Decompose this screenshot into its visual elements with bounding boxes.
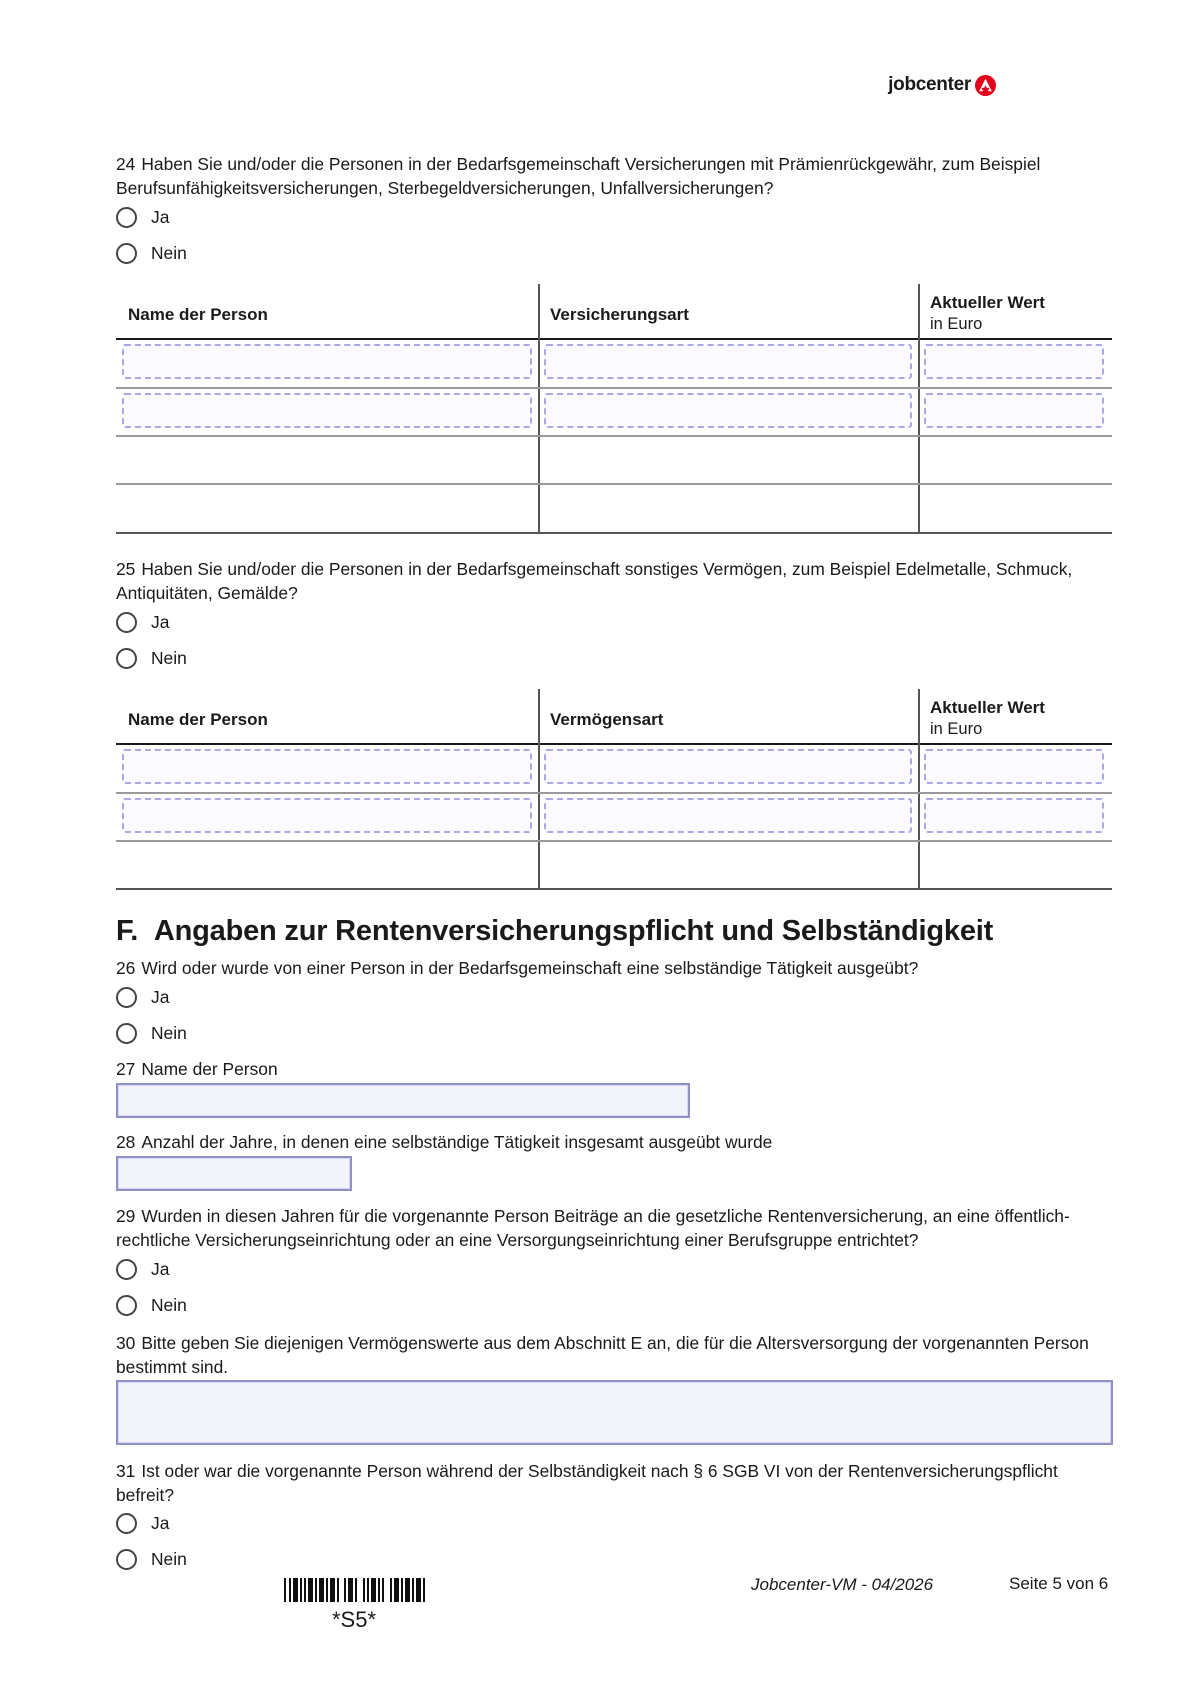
question-number: 26 [116, 958, 136, 978]
option-label: Ja [151, 986, 170, 1007]
row-divider [116, 792, 1112, 794]
table-header [116, 284, 1112, 340]
section-f-title [116, 915, 993, 948]
q26-option-no[interactable] [116, 1020, 187, 1046]
radio-button[interactable] [116, 648, 137, 669]
question-text: Haben Sie und/oder die Personen in der Bedarfsgemeinschaft sonstiges Vermögen, zum Beispiel Edelmetalle, Schmuck, Antiquitäten, Gemälde? [116, 559, 1073, 603]
table-header [116, 689, 1112, 745]
q25-option-yes[interactable] [116, 609, 169, 635]
question-31 [116, 1459, 1106, 1507]
q26-option-yes[interactable] [116, 984, 169, 1010]
option-label: Ja [151, 1512, 170, 1533]
column-divider [918, 284, 920, 533]
option-label: Nein [151, 647, 187, 668]
question-number: 30 [116, 1333, 136, 1353]
radio-button[interactable] [116, 987, 137, 1008]
question-number: 31 [116, 1461, 136, 1481]
row-divider [116, 532, 1112, 534]
q25-row1-name-field[interactable] [122, 749, 532, 784]
q25-row1-type-field[interactable] [544, 749, 912, 784]
option-label: Ja [151, 611, 170, 632]
question-25 [116, 557, 1106, 605]
question-26 [116, 956, 1106, 980]
option-label: Ja [151, 206, 170, 227]
question-text: Haben Sie und/oder die Personen in der Bedarfsgemeinschaft Versicherungen mit Prämienrückgewähr, zum Beispiel Berufsunfähigkeitsversicherungen, Sterbegeldversicherungen, Unfallversicherungen? [116, 154, 1041, 198]
q25-option-no[interactable] [116, 645, 187, 671]
column-header-name: Name der Person [128, 710, 268, 729]
q31-option-yes[interactable] [116, 1510, 169, 1536]
jobcenter-a-logo-icon [975, 75, 996, 96]
radio-button[interactable] [116, 1513, 137, 1534]
question-29 [116, 1204, 1106, 1252]
question-text: Name der Person [141, 1059, 278, 1079]
jobcenter-logo [888, 74, 996, 96]
q25-row1-value-field[interactable] [924, 749, 1104, 784]
column-header-value: Aktueller Wert in Euro [930, 698, 1045, 738]
logo-text: jobcenter [888, 74, 971, 95]
question-text: Bitte geben Sie diejenigen Vermögenswerte aus dem Abschnitt E an, die für die Altersversorgung der vorgenannten Person bestimmt sind. [116, 1333, 1089, 1377]
q31-option-no[interactable] [116, 1546, 187, 1572]
q24-option-no[interactable] [116, 240, 187, 266]
q25-row2-name-field[interactable] [122, 798, 532, 833]
radio-button[interactable] [116, 243, 137, 264]
question-27 [116, 1057, 1106, 1081]
option-label: Nein [151, 1294, 187, 1315]
row-divider [116, 483, 1112, 485]
radio-button[interactable] [116, 1023, 137, 1044]
column-header-value: Aktueller Wert in Euro [930, 293, 1045, 333]
question-number: 28 [116, 1132, 136, 1152]
question-text: Wird oder wurde von einer Person in der Bedarfsgemeinschaft eine selbständige Tätigkeit ausgeübt? [141, 958, 919, 978]
radio-button[interactable] [116, 207, 137, 228]
column-header-type: Versicherungsart [550, 305, 689, 324]
column-divider [918, 689, 920, 889]
q24-row2-type-field[interactable] [544, 393, 912, 428]
radio-button[interactable] [116, 1549, 137, 1570]
row-divider [116, 435, 1112, 437]
page-number: Seite 5 von 6 [1009, 1574, 1109, 1593]
question-24 [116, 152, 1106, 200]
row-divider [116, 888, 1112, 890]
q24-row1-type-field[interactable] [544, 344, 912, 379]
question-30 [116, 1331, 1106, 1379]
option-label: Nein [151, 1548, 187, 1569]
q30-assets-textarea[interactable] [116, 1380, 1113, 1445]
q25-row2-value-field[interactable] [924, 798, 1104, 833]
radio-button[interactable] [116, 1259, 137, 1280]
question-number: 27 [116, 1059, 136, 1079]
question-number: 29 [116, 1206, 136, 1226]
barcode-label: *S5* [332, 1607, 377, 1632]
form-identifier: Jobcenter-VM - 04/2026 [751, 1575, 934, 1594]
question-number: 25 [116, 559, 136, 579]
barcode-icon [284, 1578, 426, 1602]
q29-option-yes[interactable] [116, 1256, 169, 1282]
question-text: Ist oder war die vorgenannte Person während der Selbständigkeit nach § 6 SGB VI von der Rentenversicherungspflicht befreit? [116, 1461, 1058, 1505]
q29-option-no[interactable] [116, 1292, 187, 1318]
option-label: Nein [151, 242, 187, 263]
row-divider [116, 387, 1112, 389]
q24-row2-value-field[interactable] [924, 393, 1104, 428]
q28-years-input[interactable] [116, 1156, 352, 1191]
column-header-name: Name der Person [128, 305, 268, 324]
question-number: 24 [116, 154, 136, 174]
q24-option-yes[interactable] [116, 204, 169, 230]
section-letter: F. [116, 915, 139, 947]
q24-row1-value-field[interactable] [924, 344, 1104, 379]
option-label: Ja [151, 1258, 170, 1279]
q24-row1-name-field[interactable] [122, 344, 532, 379]
section-heading: Angaben zur Rentenversicherungspflicht und Selbständigkeit [153, 915, 994, 947]
column-divider [538, 284, 540, 533]
question-text: Anzahl der Jahre, in denen eine selbständige Tätigkeit insgesamt ausgeübt wurde [141, 1132, 773, 1152]
column-header-type: Vermögensart [550, 710, 664, 729]
question-28 [116, 1130, 1106, 1154]
q24-row2-name-field[interactable] [122, 393, 532, 428]
radio-button[interactable] [116, 612, 137, 633]
column-divider [538, 689, 540, 889]
radio-button[interactable] [116, 1295, 137, 1316]
question-text: Wurden in diesen Jahren für die vorgenannte Person Beiträge an die gesetzliche Rentenversicherung, an eine öffentlich-rechtliche Versicherungseinrichtung oder an eine Versorgungseinrichtung einer Berufsgruppe entrichtet? [116, 1206, 1070, 1250]
q25-row2-type-field[interactable] [544, 798, 912, 833]
option-label: Nein [151, 1022, 187, 1043]
q27-name-input[interactable] [116, 1083, 690, 1118]
row-divider [116, 840, 1112, 842]
